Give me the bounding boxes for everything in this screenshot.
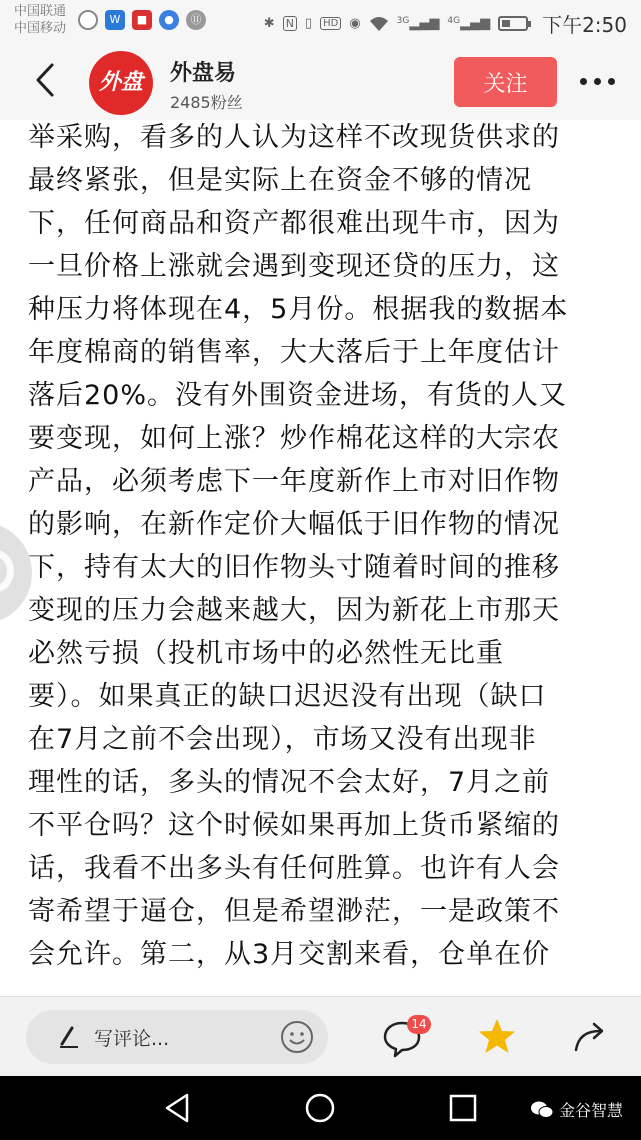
bluetooth-icon: ✱ [263, 16, 275, 31]
article-line: 不平仓吗？这个时候如果再加上货币紧缩的 [28, 810, 560, 841]
notification-icons [78, 10, 206, 30]
wechat-icon [530, 1100, 554, 1120]
signal-3g-icon: $^{3G}$▂▄▆ [396, 16, 440, 31]
article-line: 下，任何商品和资产都很难出现牛市，因为 [28, 208, 560, 239]
article-line: 要变现，如何上涨？炒作棉花这样的大宗农 [28, 423, 560, 454]
status-indicators [264, 9, 627, 38]
nfc-icon: N [283, 16, 297, 31]
bottom-action-bar [0, 996, 641, 1077]
watermark [530, 1098, 623, 1121]
article-line: 会允许。第二，从3月交割来看，仓单在价 [28, 939, 551, 970]
article-line: 的影响，在新作定价大幅低于旧作物的情况 [28, 509, 560, 540]
notification-count-icon: ⑪ [186, 10, 206, 30]
account-header [0, 42, 641, 120]
article-line: 产品，必须考虑下一年度新作上市对旧作物 [28, 466, 560, 497]
eye-comfort-icon: ◉ [349, 16, 361, 31]
article-line: 寄希望于逼仓，但是希望渺茫，一是政策不 [28, 896, 560, 927]
word-app-icon: W [105, 10, 125, 30]
comment-placeholder: 写评论... [94, 1028, 170, 1050]
system-nav-bar [0, 1076, 641, 1140]
article-line: 必然亏损（投机市场中的必然性无比重 [28, 638, 504, 669]
favorite-star-icon[interactable] [477, 1016, 517, 1056]
carrier-1: 中国联通 [14, 4, 67, 19]
account-logo[interactable]: 外盘 [89, 51, 153, 115]
article-line: 变现的压力会越来越大，因为新花上市那天 [28, 595, 560, 626]
comment-count-badge: 14 [407, 1015, 431, 1034]
share-icon[interactable] [570, 1017, 610, 1057]
carrier-2: 中国移动 [14, 21, 67, 36]
status-time: 下午2:50 [542, 13, 627, 37]
carrier-labels [14, 3, 66, 37]
app-notification-icon [78, 10, 98, 30]
article-body [0, 120, 641, 996]
pen-icon [56, 1024, 82, 1050]
signal-4g-icon: $^{4G}$▂▄▆ [447, 16, 491, 31]
nav-home-icon[interactable] [302, 1090, 338, 1126]
article-line: 话，我看不出多头有任何胜算。也许有人会 [28, 853, 560, 884]
status-bar [0, 0, 641, 42]
follow-button[interactable]: 关注 [454, 57, 557, 107]
article-line: 一旦价格上涨就会遇到变现还贷的压力，这 [28, 251, 560, 282]
article-line: 在7月之前不会出现），市场又没有出现非 [28, 724, 537, 755]
article-line: 种压力将体现在4，5月份。根据我的数据本 [28, 294, 569, 325]
article-line: 年度棉商的销售率，大大落后于上年度估计 [28, 337, 560, 368]
wifi-icon [369, 16, 389, 32]
battery-icon [498, 16, 528, 31]
account-name[interactable]: 外盘易 [170, 61, 237, 86]
article-line: 下，持有太大的旧作物头寸随着时间的推移 [28, 552, 560, 583]
follower-count: 2485粉丝 [170, 93, 243, 112]
news-app-icon: ■ [132, 10, 152, 30]
article-line: 落后20%。没有外围资金进场，有货的人又 [28, 380, 568, 411]
comment-input[interactable] [26, 1010, 328, 1064]
article-line: 最终紧张，但是实际上在资金不够的情况 [28, 165, 532, 196]
baidu-app-icon: ● [159, 10, 179, 30]
more-options-icon[interactable] [575, 66, 619, 96]
article-line: 举采购，看多的人认为这样不改现货供求的 [28, 122, 560, 153]
article-line: 理性的话，多头的情况不会太好，7月之前 [28, 767, 551, 798]
nav-back-icon[interactable] [159, 1090, 195, 1126]
vibrate-icon: ▯ [304, 16, 313, 31]
hd-icon: HD [320, 17, 341, 30]
watermark-text: 金谷智慧 [559, 1101, 624, 1120]
back-arrow-icon[interactable] [28, 60, 68, 100]
article-line: 要）。如果真正的缺口迟迟没有出现（缺口 [28, 681, 547, 712]
nav-recents-icon[interactable] [445, 1090, 481, 1126]
emoji-icon[interactable] [280, 1020, 314, 1054]
